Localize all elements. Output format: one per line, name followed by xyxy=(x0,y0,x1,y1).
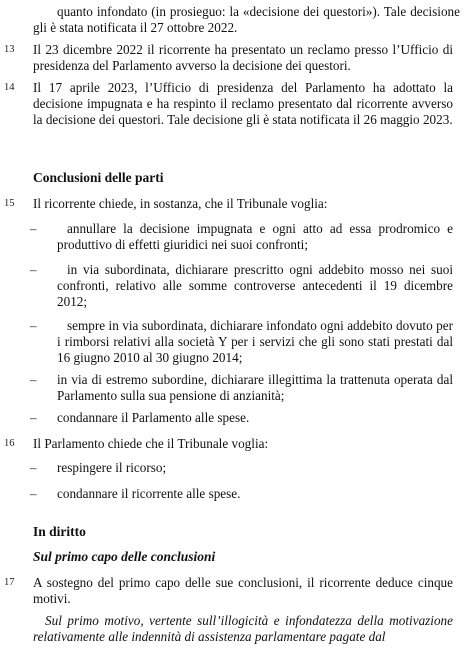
paragraph-text: A sostegno del primo capo delle sue conclusioni, il ricorrente deduce cinque motivi. xyxy=(33,575,453,606)
paragraph-text: quanto infondato (in prosieguo: la «decisione dei questori»). Tale decisione gli è stata notificata il 27 ottobre 2022. xyxy=(33,4,460,35)
paragraph-18-start xyxy=(33,613,453,645)
paragraph-12-continuation xyxy=(33,4,460,36)
list-item xyxy=(57,221,453,253)
list-item xyxy=(57,372,453,404)
paragraph-text: Il 17 aprile 2023, l’Ufficio di presidenza del Parlamento ha adottato la decisione impugnata e ha respinto il reclamo presentato dal ricorrente avverso la decisione dei questori. Tale decisione gli è stata notificata il 26 maggio 2023. xyxy=(33,80,453,127)
list-item xyxy=(57,460,453,476)
paragraph-text: Il Parlamento chiede che il Tribunale voglia: xyxy=(33,436,269,451)
list-item xyxy=(57,318,453,366)
list-item xyxy=(57,410,453,426)
paragraph-text: Il 23 dicembre 2022 il ricorrente ha presentato un reclamo presso l’Ufficio di presidenza del Parlamento avverso la decisione dei questori. xyxy=(33,42,453,73)
list-item-text: annullare la decisione impugnata e ogni atto ad essa prodromico e produttivo di effetti giuridici nei suoi confronti; xyxy=(57,221,453,252)
list-dash: – xyxy=(30,486,37,501)
paragraph-number: 16 xyxy=(4,438,15,449)
paragraph-number: 15 xyxy=(4,198,15,209)
list-item xyxy=(57,262,453,310)
list-dash: – xyxy=(30,410,37,425)
paragraph-16 xyxy=(33,436,453,452)
paragraph-number: 14 xyxy=(4,82,15,93)
paragraph-14 xyxy=(33,80,453,128)
list-dash: – xyxy=(30,262,37,277)
list-item-text: respingere il ricorso; xyxy=(57,460,167,475)
list-dash: – xyxy=(30,221,37,236)
paragraph-text: Sul primo motivo, vertente sull’illogicità e infondatezza della motivazione relativamente alle indennità di assistenza parlamentare pagate dal xyxy=(33,613,453,644)
list-item-text: condannare il ricorrente alle spese. xyxy=(57,486,241,501)
list-item-text: sempre in via subordinata, dichiarare infondato ogni addebito dovuto per i rimborsi relativi alla società Y per i servizi che gli sono stati prestati dal 16 giugno 2010 al 30 giugno 2014; xyxy=(57,318,453,365)
subsection-heading: Sul primo capo delle conclusioni xyxy=(33,549,216,564)
section-heading: In diritto xyxy=(33,524,86,539)
list-dash: – xyxy=(30,460,37,475)
paragraph-15 xyxy=(33,196,453,212)
paragraph-number: 13 xyxy=(4,44,15,55)
list-item-text: condannare il Parlamento alle spese. xyxy=(57,410,250,425)
list-item xyxy=(57,486,453,502)
paragraph-17 xyxy=(33,575,453,607)
list-dash: – xyxy=(30,318,37,333)
paragraph-13 xyxy=(33,42,453,74)
section-heading: Conclusioni delle parti xyxy=(33,170,164,185)
list-dash: – xyxy=(30,372,37,387)
paragraph-text: Il ricorrente chiede, in sostanza, che il Tribunale voglia: xyxy=(33,196,328,211)
list-item-text: in via subordinata, dichiarare prescritto ogni addebito mosso nei suoi confronti, relativo alle somme controverse antecedenti il 19 dicembre 2012; xyxy=(57,262,453,309)
paragraph-number: 17 xyxy=(4,577,15,588)
list-item-text: in via di estremo subordine, dichiarare illegittima la trattenuta operata dal Parlamento sulla sua pensione di anzianità; xyxy=(57,372,453,403)
